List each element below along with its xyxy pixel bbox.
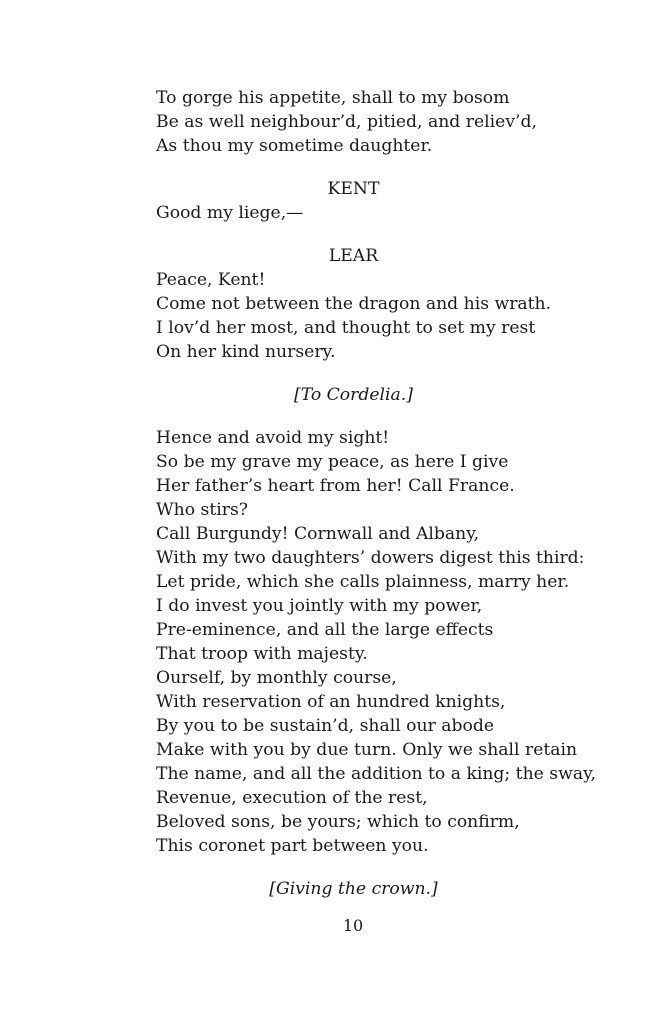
verse-line: Good my liege,— [156,203,304,223]
verse-line: The name, and all the addition to a king; the sway, [156,764,596,784]
stage-direction: [To Cordelia.] [294,385,413,405]
verse-line: Be as well neighbour’d, pitied, and reliev’d, [156,112,537,132]
verse-line: This coronet part between you. [156,836,429,856]
verse-line: With reservation of an hundred knights, [156,692,506,712]
verse-line: Ourself, by monthly course, [156,668,397,688]
verse-line: Her father’s heart from her! Call France. [156,476,515,496]
verse-line: Beloved sons, be yours; which to confirm, [156,812,520,832]
speaker-name: KENT [327,179,380,199]
verse-line: On her kind nursery. [156,342,336,362]
verse-line: So be my grave my peace, as here I give [156,452,509,472]
verse-line: I do invest you jointly with my power, [156,596,483,616]
verse-line: I lov’d her most, and thought to set my rest [156,318,536,338]
verse-line: Who stirs? [156,500,249,520]
verse-line: With my two daughters’ dowers digest this third: [156,548,585,568]
verse-line: Hence and avoid my sight! [156,428,390,448]
verse-line: Make with you by due turn. Only we shall retain [156,740,578,760]
verse-line: By you to be sustain’d, shall our abode [156,716,495,736]
stage-direction: [Giving the crown.] [269,879,438,899]
verse-line: Pre-eminence, and all the large effects [156,620,494,640]
play-text [156,86,596,901]
verse-line: As thou my sometime daughter. [156,136,433,156]
verse-line: To gorge his appetite, shall to my bosom [156,88,510,108]
verse-line: Let pride, which she calls plainness, marry her. [156,572,570,592]
page-number: 10 [342,916,364,935]
verse-line: Revenue, execution of the rest, [156,788,428,808]
verse-line: That troop with majesty. [156,644,368,664]
speaker-name: LEAR [328,246,379,266]
verse-line: Peace, Kent! [156,270,266,290]
verse-line: Call Burgundy! Cornwall and Albany, [156,524,480,544]
verse-line: Come not between the dragon and his wrath. [156,294,552,314]
